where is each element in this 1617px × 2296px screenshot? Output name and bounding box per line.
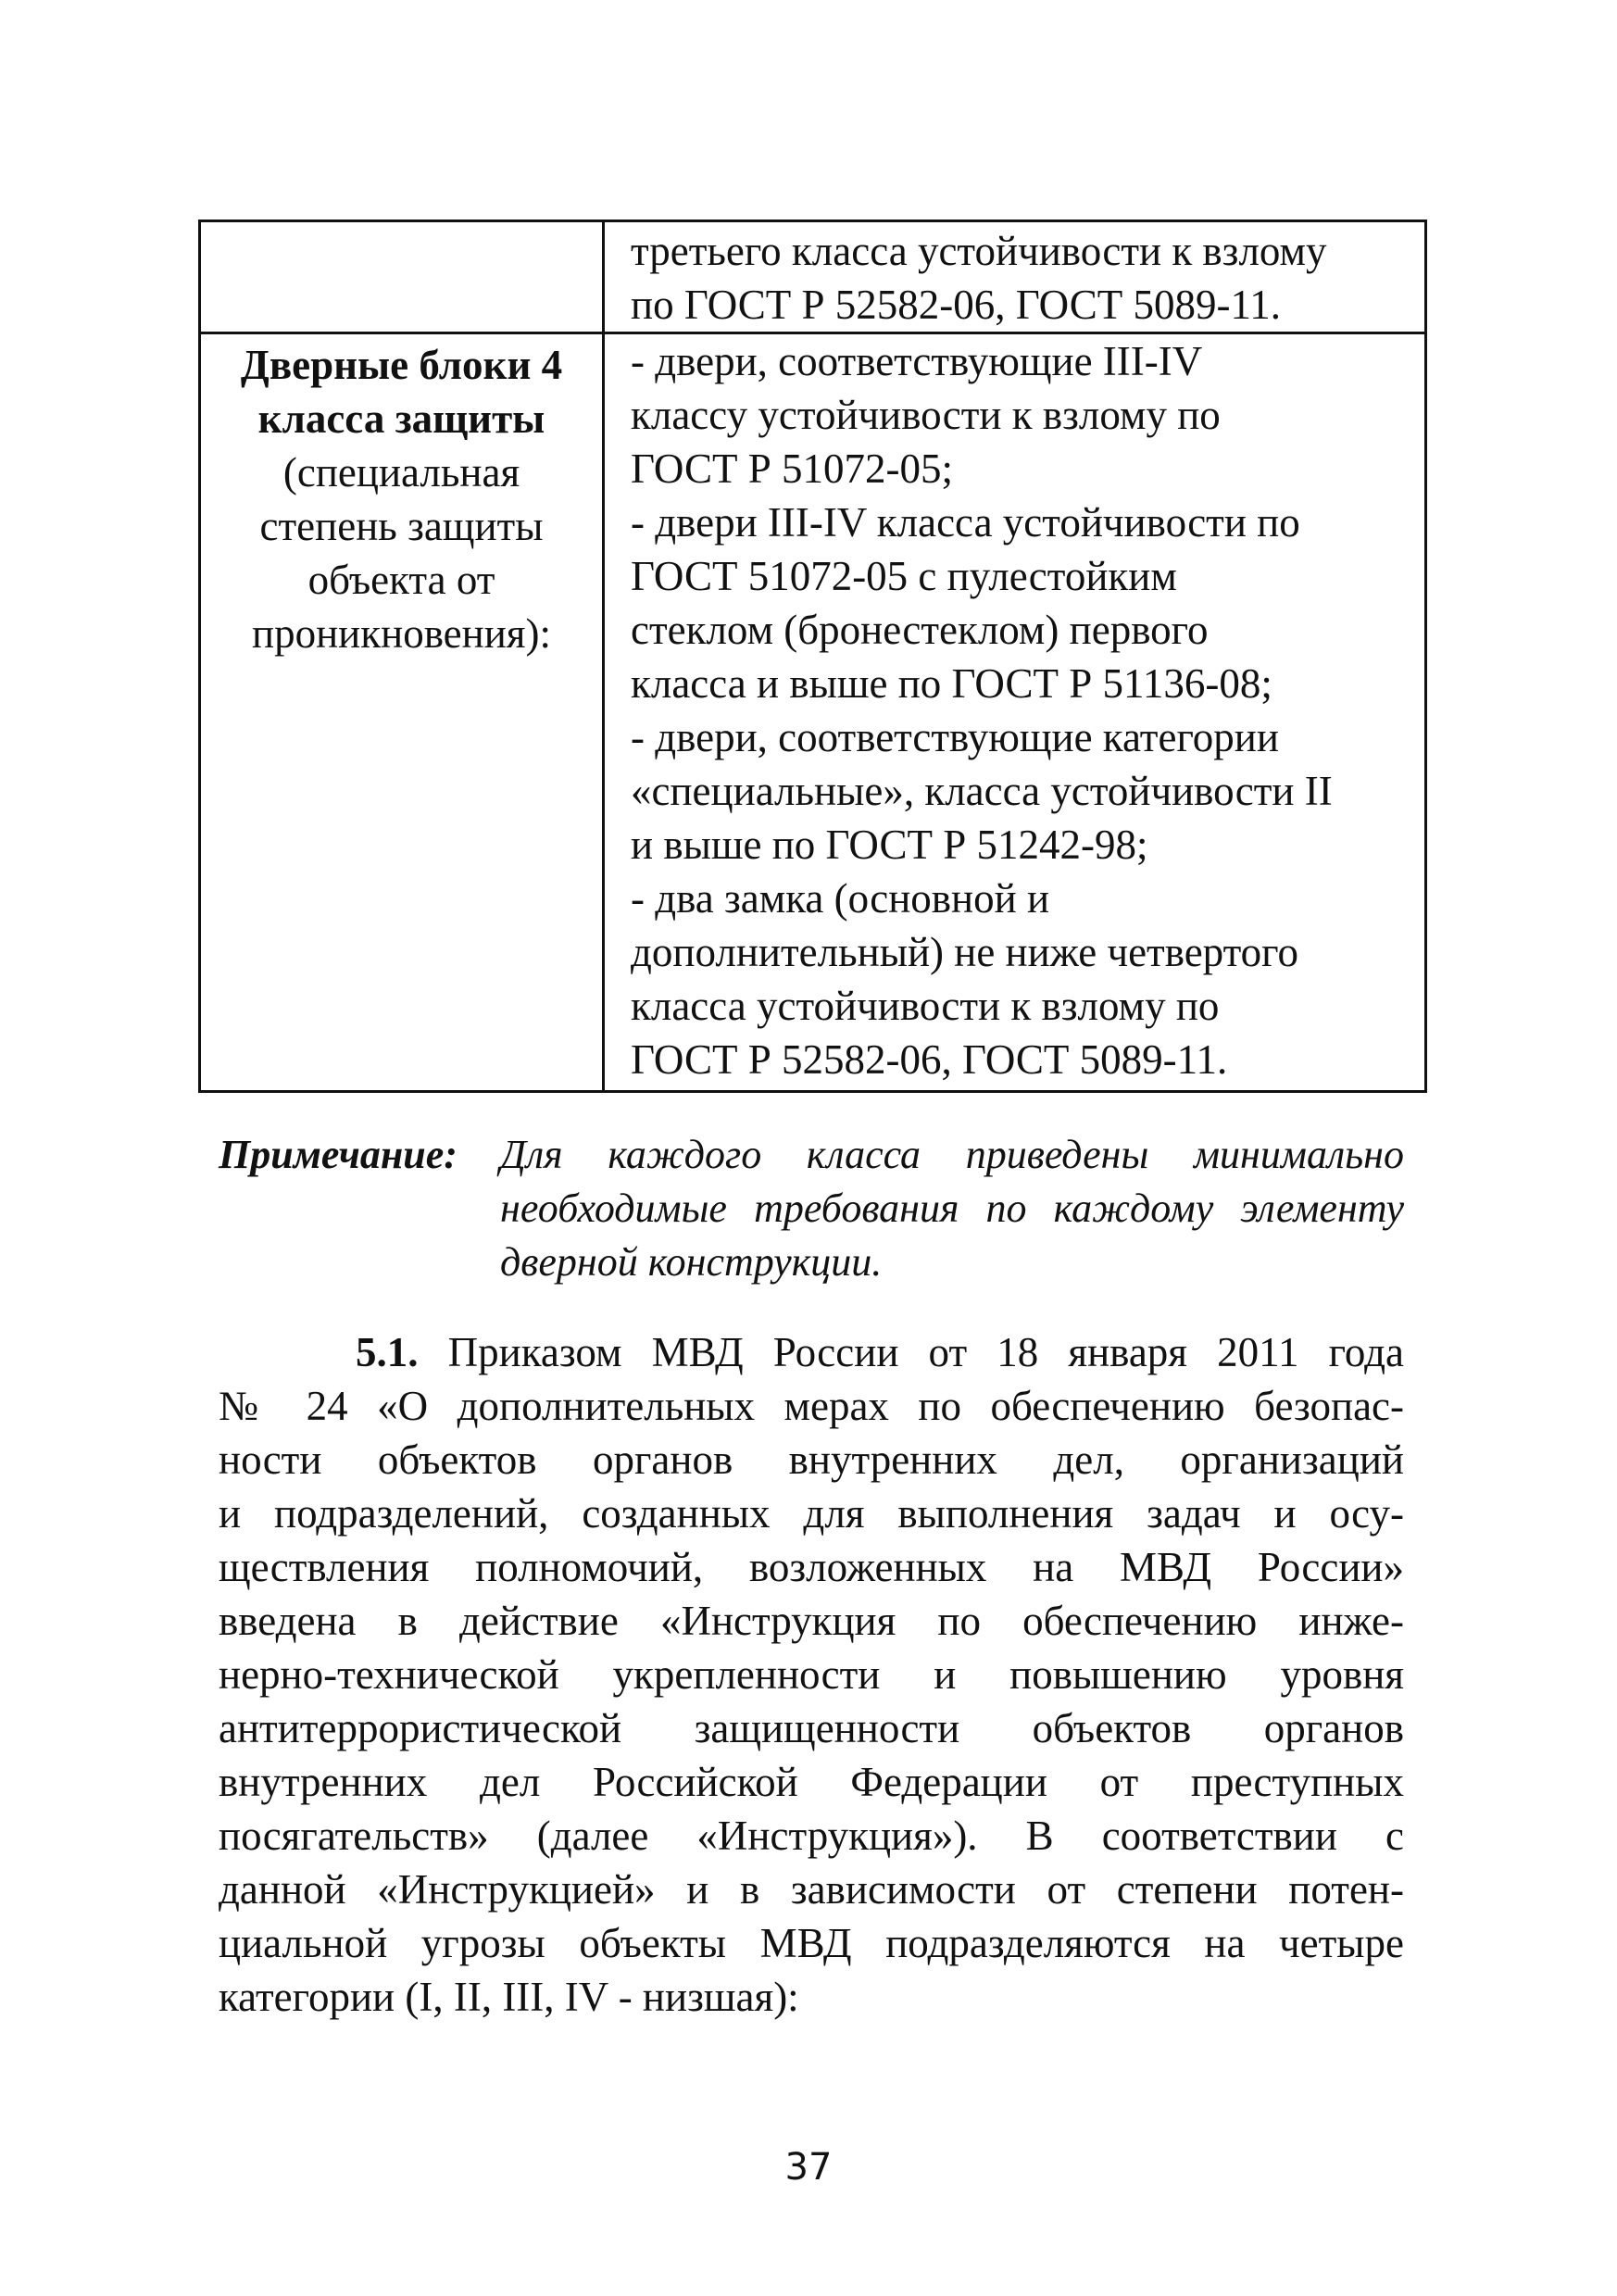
requirement-line: - двери, соответствующие категории [631, 714, 1279, 760]
paragraph-5-1 [219, 1325, 1404, 2024]
table-row [200, 333, 1426, 1092]
requirement-line: дополнительный) не ниже четвертого [631, 929, 1298, 975]
table-cell-category [200, 333, 604, 1092]
paragraph-number: 5.1. [356, 1329, 419, 1375]
requirement-line: стеклом (бронестеклом) первого [631, 607, 1209, 653]
requirement-line: третьего класса устойчивости к взлому [631, 228, 1327, 274]
category-title-line: класса защиты [257, 395, 545, 442]
table-cell-category-empty [200, 221, 604, 333]
paragraph-line: циальной угрозы объекты МВД подразделяются на четыре [219, 1920, 1404, 1966]
paragraph-line: внутренних дел Российской Федерации от преступных [219, 1759, 1404, 1805]
note-line: необходимые требования по каждому элементу [500, 1186, 1404, 1231]
paragraph-line: введена в действие «Инструкция по обеспечению инже- [219, 1598, 1404, 1644]
table-cell-requirements [604, 333, 1426, 1092]
requirement-line: и выше по ГОСТ Р 51242-98; [631, 822, 1148, 868]
requirement-line: ГОСТ 51072-05 с пулестойким [631, 553, 1177, 599]
category-desc-line: степень защиты [259, 503, 544, 549]
category-desc-line: проникновения): [252, 610, 551, 657]
table-cell-requirements [604, 221, 1426, 333]
note-line: Для каждого класса приведены минимально [500, 1132, 1404, 1177]
requirement-line: ГОСТ Р 52582-06, ГОСТ 5089-11. [631, 1036, 1228, 1083]
paragraph-line: № 24 «О дополнительных мерах по обеспечению безопас- [219, 1383, 1404, 1429]
requirements-table [198, 220, 1427, 1093]
note-text [500, 1128, 1404, 1289]
requirement-line: по ГОСТ Р 52582-06, ГОСТ 5089-11. [631, 282, 1282, 328]
paragraph-text: Приказом МВД России от 18 января 2011 года [418, 1329, 1404, 1375]
requirement-line: - двери III-IV класса устойчивости по [631, 499, 1300, 546]
category-desc-line: объекта от [307, 557, 495, 603]
paragraph-line: ности объектов органов внутренних дел, организаций [219, 1437, 1404, 1483]
paragraph-line: нерно-технической укрепленности и повышению уровня [219, 1651, 1404, 1698]
requirement-line: класса устойчивости к взлому по [631, 983, 1220, 1029]
paragraph-line [219, 1325, 1404, 1379]
requirement-line: - два замка (основной и [631, 875, 1050, 922]
paragraph-line: ществления полномочий, возложенных на МВД России» [219, 1544, 1404, 1590]
requirement-line: ГОСТ Р 51072-05; [631, 445, 953, 492]
paragraph-line: антитеррористической защищенности объектов органов [219, 1705, 1404, 1751]
paragraph-line: и подразделений, созданных для выполнения задач и осу- [219, 1490, 1404, 1537]
requirement-line: «специальные», класса устойчивости II [631, 768, 1333, 814]
paragraph-line: данной «Инструкцией» и в зависимости от степени потен- [219, 1866, 1404, 1913]
requirement-line: - двери, соответствующие III-IV [631, 338, 1203, 384]
requirement-line: класса и выше по ГОСТ Р 51136-08; [631, 660, 1272, 707]
requirement-line: классу устойчивости к взлому по [631, 392, 1221, 438]
paragraph-line: посягательств» (далее «Инструкция»). В соответствии с [219, 1813, 1404, 1859]
paragraph-line: категории (I, II, III, IV - низшая): [219, 1974, 799, 2020]
category-desc-line: (специальная [282, 449, 520, 496]
table-row [200, 221, 1426, 333]
note-label: Примечание: [219, 1132, 458, 1177]
note-line: дверной конструкции. [500, 1239, 883, 1285]
page-number: 37 [784, 2146, 833, 2189]
category-title-line: Дверные блоки 4 [240, 342, 563, 388]
